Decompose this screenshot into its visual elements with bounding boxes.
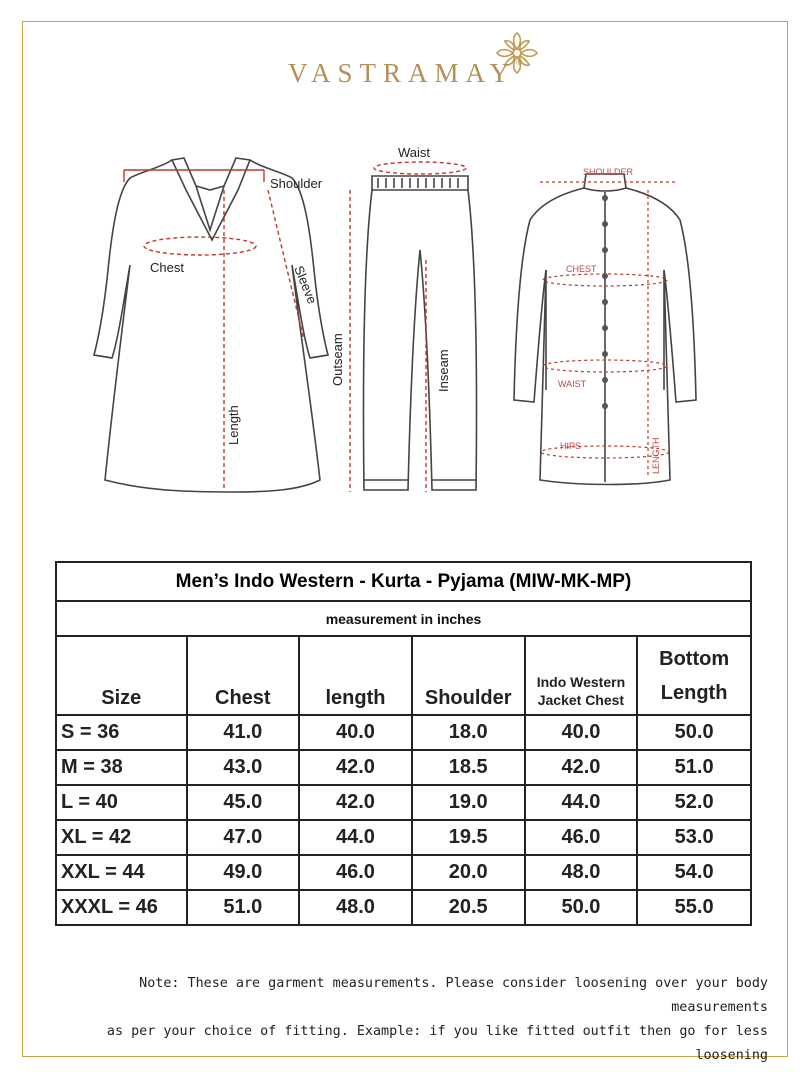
kurta-diagram bbox=[94, 158, 328, 492]
cell-shoulder: 20.0 bbox=[412, 855, 525, 890]
cell-jacket: 50.0 bbox=[525, 890, 638, 925]
table-header-row bbox=[56, 636, 751, 715]
fitting-note bbox=[40, 972, 768, 1068]
jacket-length-label: LENGTH bbox=[651, 437, 661, 474]
table-subtitle-row bbox=[56, 601, 751, 636]
cell-length: 40.0 bbox=[299, 715, 412, 750]
cell-shoulder: 18.5 bbox=[412, 750, 525, 785]
kurta-sleeve-label: Sleeve bbox=[291, 263, 321, 306]
header-shoulder: Shoulder bbox=[412, 636, 525, 715]
cell-jacket: 40.0 bbox=[525, 715, 638, 750]
cell-jacket: 46.0 bbox=[525, 820, 638, 855]
table-row bbox=[56, 820, 751, 855]
header-bottom-line1: Bottom bbox=[659, 648, 730, 670]
cell-size: XXXL = 46 bbox=[56, 890, 187, 925]
cell-shoulder: 18.0 bbox=[412, 715, 525, 750]
cell-size: XL = 42 bbox=[56, 820, 187, 855]
cell-chest: 47.0 bbox=[187, 820, 300, 855]
cell-length: 42.0 bbox=[299, 785, 412, 820]
note-line-1: Note: These are garment measurements. Please consider loosening over your body measurements bbox=[139, 976, 768, 1015]
header-bottom-length bbox=[637, 636, 751, 715]
cell-size: M = 38 bbox=[56, 750, 187, 785]
cell-size: XXL = 44 bbox=[56, 855, 187, 890]
pyjama-measure-lines bbox=[350, 162, 466, 492]
header-jacket-chest bbox=[525, 636, 638, 715]
pyjama-diagram bbox=[363, 176, 476, 490]
cell-chest: 49.0 bbox=[187, 855, 300, 890]
header-chest: Chest bbox=[187, 636, 300, 715]
kurta-shoulder-label: Shoulder bbox=[270, 176, 323, 191]
jacket-waist-label: WAIST bbox=[558, 379, 587, 389]
size-rows bbox=[56, 715, 751, 925]
table-row bbox=[56, 855, 751, 890]
cell-chest: 43.0 bbox=[187, 750, 300, 785]
header-jacket-line2: Jacket Chest bbox=[537, 692, 625, 708]
cell-bottom: 52.0 bbox=[637, 785, 751, 820]
size-chart-table bbox=[55, 561, 752, 926]
header-length: length bbox=[299, 636, 412, 715]
table-row bbox=[56, 750, 751, 785]
table-row bbox=[56, 785, 751, 820]
cell-shoulder: 20.5 bbox=[412, 890, 525, 925]
header-jacket-line1: Indo Western bbox=[536, 674, 626, 690]
cell-bottom: 54.0 bbox=[637, 855, 751, 890]
garment-diagrams bbox=[0, 130, 810, 510]
cell-bottom: 51.0 bbox=[637, 750, 751, 785]
cell-chest: 45.0 bbox=[187, 785, 300, 820]
table-subtitle: measurement in inches bbox=[56, 601, 751, 636]
cell-chest: 41.0 bbox=[187, 715, 300, 750]
table-row bbox=[56, 715, 751, 750]
table-title: Men’s Indo Western - Kurta - Pyjama (MIW-MK-MP) bbox=[56, 562, 751, 601]
cell-length: 48.0 bbox=[299, 890, 412, 925]
cell-jacket: 42.0 bbox=[525, 750, 638, 785]
cell-length: 42.0 bbox=[299, 750, 412, 785]
kurta-chest-label: Chest bbox=[150, 260, 184, 275]
pyjama-outseam-label: Outseam bbox=[330, 333, 345, 386]
cell-bottom: 55.0 bbox=[637, 890, 751, 925]
jacket-measure-lines bbox=[540, 182, 678, 478]
pyjama-inseam-label: Inseam bbox=[436, 349, 451, 392]
jacket-chest-label: CHEST bbox=[566, 264, 597, 274]
note-line-2: as per your choice of fitting. Example: if you like fitted outfit then go for less loosening bbox=[106, 1024, 768, 1063]
brand-name: VASTRAMAY bbox=[288, 58, 517, 88]
cell-bottom: 53.0 bbox=[637, 820, 751, 855]
brand-logo bbox=[0, 58, 810, 89]
kurta-length-label: Length bbox=[226, 405, 241, 445]
cell-size: S = 36 bbox=[56, 715, 187, 750]
header-size: Size bbox=[56, 636, 187, 715]
pyjama-waist-label: Waist bbox=[398, 145, 431, 160]
cell-size: L = 40 bbox=[56, 785, 187, 820]
cell-shoulder: 19.5 bbox=[412, 820, 525, 855]
cell-chest: 51.0 bbox=[187, 890, 300, 925]
table-title-row bbox=[56, 562, 751, 601]
cell-bottom: 50.0 bbox=[637, 715, 751, 750]
registered-mark: ® bbox=[516, 58, 522, 67]
cell-shoulder: 19.0 bbox=[412, 785, 525, 820]
cell-length: 46.0 bbox=[299, 855, 412, 890]
cell-jacket: 48.0 bbox=[525, 855, 638, 890]
table-row bbox=[56, 890, 751, 925]
cell-length: 44.0 bbox=[299, 820, 412, 855]
jacket-shoulder-label: SHOULDER bbox=[583, 167, 634, 177]
cell-jacket: 44.0 bbox=[525, 785, 638, 820]
jacket-hips-label: HIPS bbox=[560, 441, 582, 451]
header-bottom-line2: Length bbox=[660, 682, 728, 704]
